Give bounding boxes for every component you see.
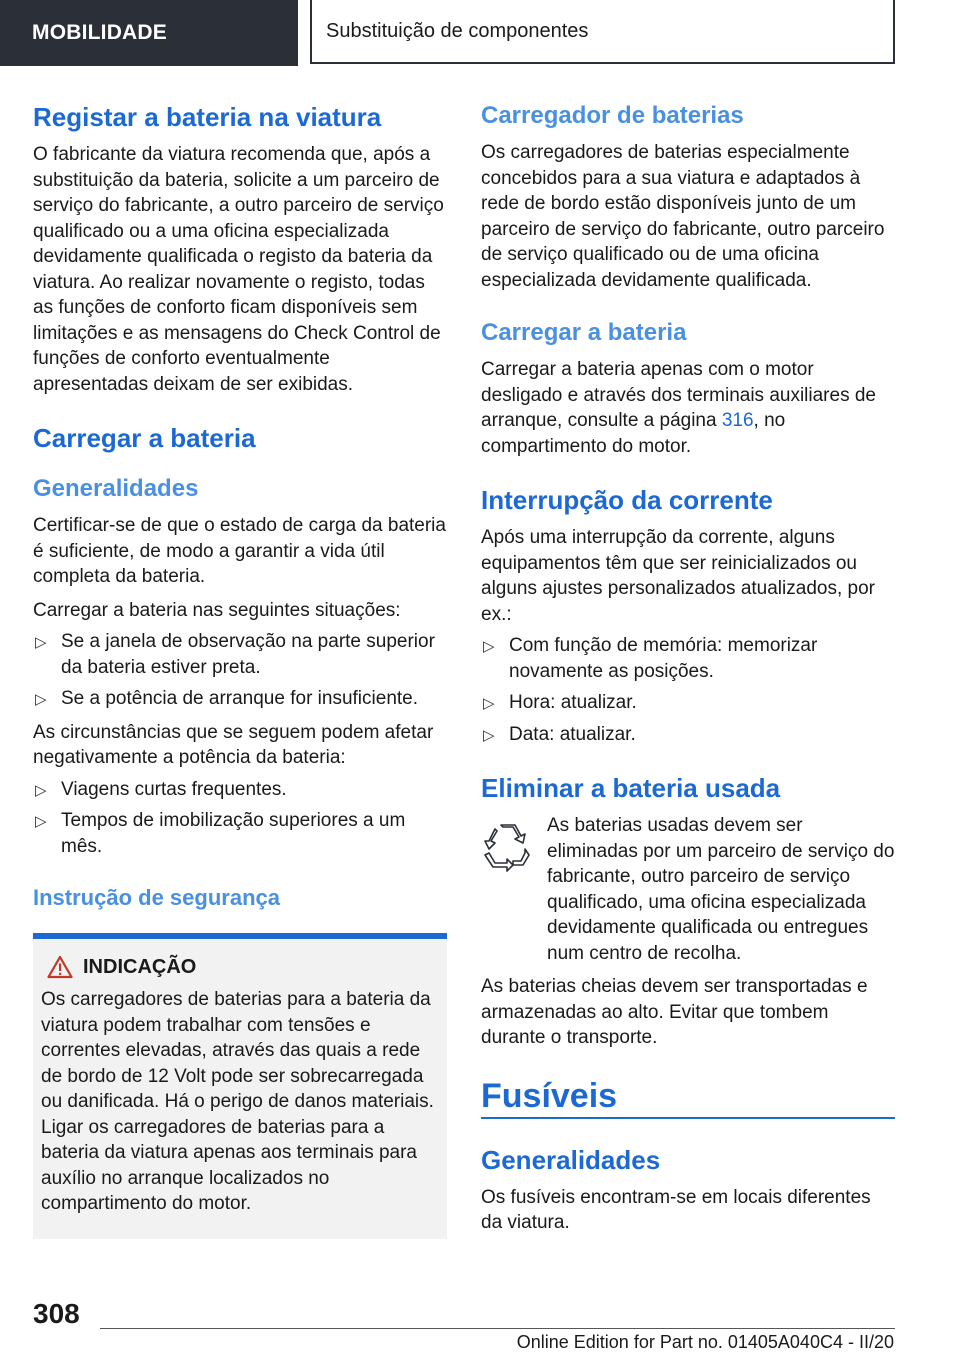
chapter-title: Substituição de componentes — [326, 19, 589, 42]
paragraph-charger: Os carregadores de baterias especialmente concebidos para a sua viatura e adaptados à rede de bordo estão disponíveis junto de um parceiro de serviço do fabricante, outro parceiro de serviço qualificado ou de uma oficina especializada devidamente qualificada. — [481, 142, 885, 291]
note-header — [41, 955, 437, 979]
heading-safety: Instrução de segurança — [33, 885, 280, 910]
heading-fuses-general: Generalidades — [481, 1144, 661, 1175]
paragraph-dispose: As baterias usadas devem ser eliminadas por um parceiro de serviço do fabricante, outro parceiro de serviço qualificado, uma oficina especializada devidamente qualificada ou entregues num centro de recolha. — [547, 815, 895, 964]
heading-charge-battery-2: Carregar a bateria — [481, 319, 687, 346]
triangle-right-icon: ▷ — [483, 695, 495, 712]
right-column — [481, 100, 895, 1236]
triangle-right-icon: ▷ — [35, 781, 47, 799]
list-item: ▷ Com função de memória: memorizar novamente as posições. — [483, 635, 818, 682]
heading-register-battery: Registar a bateria na viatura — [33, 102, 382, 132]
paragraph-interruption: Após uma interrupção da corrente, alguns equipamentos têm que ser reinicializados ou alguns ajustes personalizados atualizados, por ex.: — [481, 527, 875, 625]
heading-charger: Carregador de baterias — [481, 102, 744, 129]
heading-interruption: Interrupção da corrente — [481, 485, 773, 515]
triangle-right-icon: ▷ — [483, 638, 495, 655]
section-title: MOBILIDADE — [32, 21, 167, 44]
situations-list — [33, 629, 447, 712]
list-item: ▷ Hora: atualizar. — [481, 690, 895, 716]
paragraph-fuses: Os fusíveis encontram-se em locais diferentes da viatura. — [481, 1186, 871, 1233]
dispose-block — [481, 813, 895, 966]
heading-dispose: Eliminar a bateria usada — [481, 773, 781, 803]
interruption-list — [481, 633, 895, 747]
triangle-right-icon: ▷ — [35, 813, 47, 830]
chapter-header — [310, 0, 895, 64]
section-tab — [0, 0, 298, 66]
warning-triangle-icon — [47, 955, 73, 979]
heading-fuses: Fusíveis — [481, 1075, 895, 1119]
page-number: 308 — [33, 1298, 80, 1329]
recycle-icon — [481, 819, 535, 873]
triangle-right-icon: ▷ — [35, 634, 47, 651]
list-item: ▷ Viagens curtas frequentes. — [33, 777, 447, 803]
left-column — [33, 100, 447, 1239]
note-box — [33, 939, 447, 1239]
note-text: Os carregadores de baterias para a bateria da viatura podem trabalhar com tensões e correntes elevadas, através das quais a rede de bordo de 12 Volt pode ser sobrecarregada ou danificada. Há o perigo de danos materiais. Ligar os carregadores de baterias para a bateria da viatura apenas aos terminais para auxílio no arranque localizados no compartimento do motor. — [41, 989, 434, 1214]
paragraph-general: Certificar-se de que o estado de carga da bateria é suficiente, de modo a garantir a vida útil completa da bateria. — [33, 515, 446, 587]
triangle-right-icon: ▷ — [35, 691, 47, 708]
list-item: ▷ Data: atualizar. — [481, 722, 895, 748]
list-item: ▷ Se a potência de arranque for insuficiente. — [33, 686, 447, 712]
list-item: ▷ Se a janela de observação na parte superior da bateria estiver preta. — [35, 631, 435, 678]
page-reference-link[interactable]: 316 — [721, 410, 754, 431]
list-item: ▷ Tempos de imobilização superiores a um mês. — [35, 810, 406, 857]
heading-general: Generalidades — [33, 475, 199, 502]
note-title: INDICAÇÃO — [83, 955, 197, 978]
circumstances-list — [33, 777, 447, 860]
heading-charge-battery: Carregar a bateria — [33, 423, 256, 453]
footer-divider — [100, 1328, 895, 1329]
paragraph-charge-battery-2: Carregar a bateria apenas com o motor desligado e através dos terminais auxiliares de arranque, consulte a página 316, no compartimento do motor. — [481, 359, 876, 457]
paragraph-transport: As baterias cheias devem ser transportadas e armazenadas ao alto. Evitar que tombem durante o transporte. — [481, 976, 868, 1048]
paragraph-register-battery: O fabricante da viatura recomenda que, após a substituição da bateria, solicite a um parceiro de serviço do fabricante, a outro parceiro de serviço qualificado ou a uma oficina especializada devidamente qualificada o registo da bateria da viatura. Ao realizar novamente o registo, todas as funções de conforto ficam disponíveis sem limitações e as mensagens do Check Control de funções de conforto eventualmente apresentadas deixam de ser exibidas. — [33, 144, 444, 395]
paragraph-circumstances: As circunstâncias que se seguem podem afetar negativamente a potência da bateria: — [33, 721, 434, 768]
footer-edition: Online Edition for Part no. 01405A040C4 - II/20 — [516, 1332, 894, 1352]
paragraph-situations: Carregar a bateria nas seguintes situações: — [33, 599, 401, 621]
triangle-right-icon: ▷ — [483, 726, 495, 744]
